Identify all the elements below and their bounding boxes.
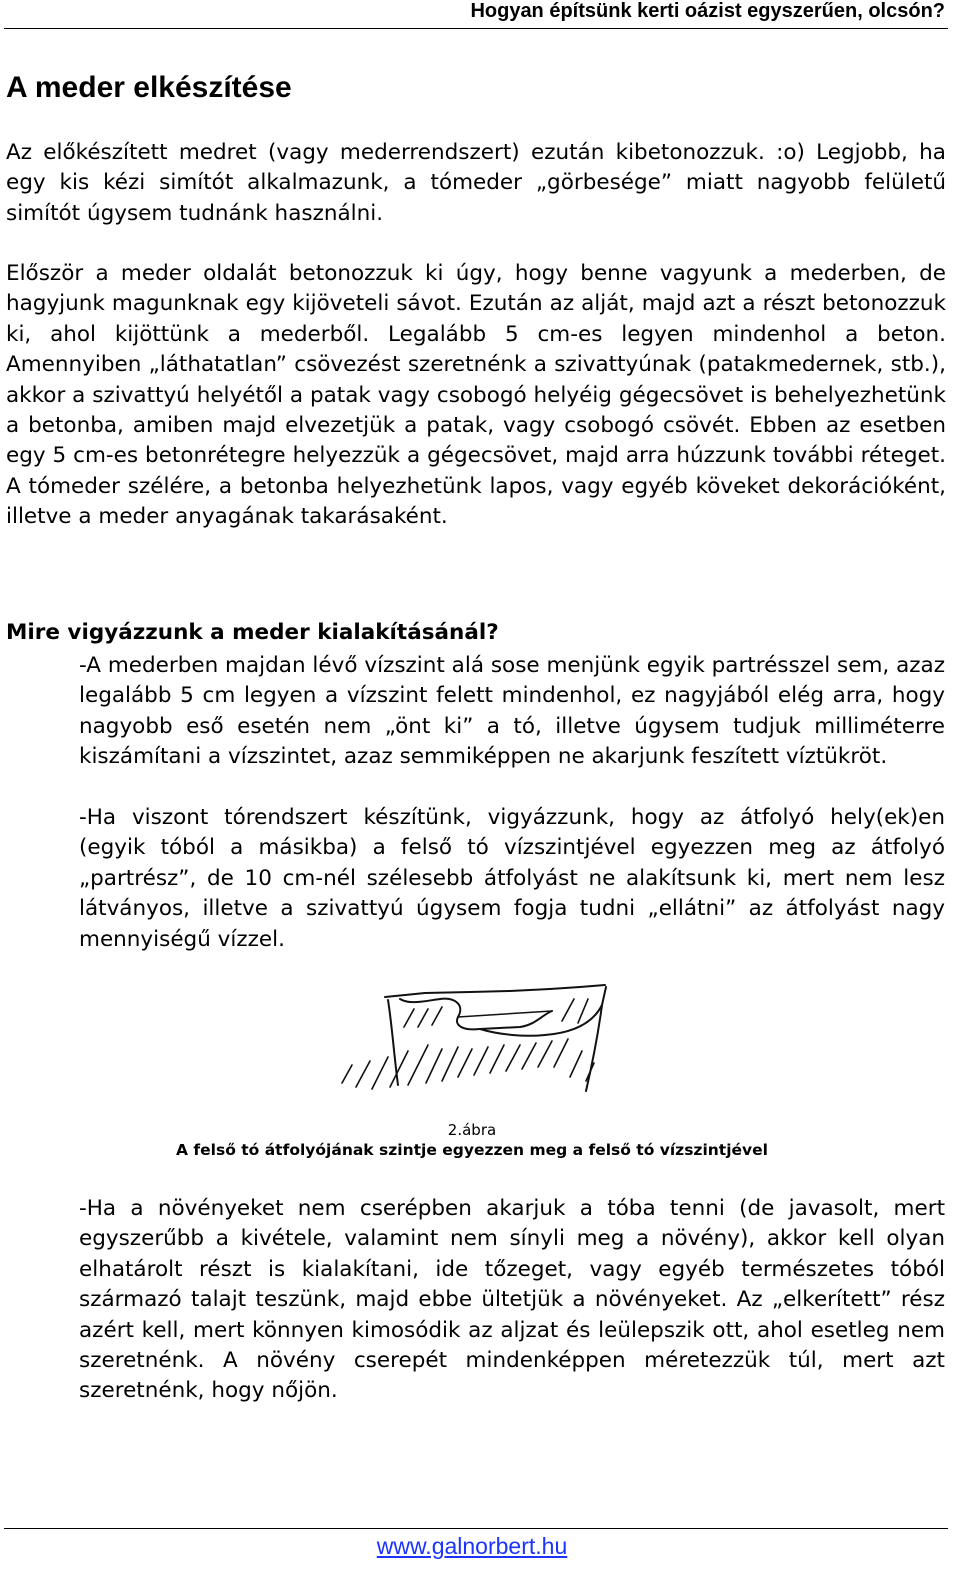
- subsection-title: Mire vigyázzunk a meder kialakításánál?: [6, 620, 499, 645]
- bullet-paragraph: -Ha viszont tórendszert készítünk, vigyázzunk, hogy az átfolyó hely(ek)en (egyik tóból a másikba) a felső tó vízszintjével egyezzen meg az átfolyó „partrész”, de 10 cm-nél szélesebb átfolyást ne alakítsunk ki, mert nem lesz látványos, illetve a szivattyú úgysem fogja tudni „ellátni” az átfolyást nagy mennyiségű vízzel.: [79, 805, 945, 952]
- header-divider: [4, 28, 948, 29]
- figure-caption: A felső tó átfolyójának szintje egyezzen meg a felső tó vízszintjével: [176, 1141, 768, 1159]
- paragraph: Az előkészített medret (vagy mederrendszert) ezután kibetonozzuk. :o) Legjobb, ha egy kis kézi simítót alkalmazunk, a tómeder „görbesége” miatt nagyobb felületű simítót úgysem tudnánk használni.: [6, 140, 946, 226]
- section-title: A meder elkészítése: [6, 71, 292, 104]
- pond-cross-section-sketch: [330, 965, 630, 1100]
- paragraph: Először a meder oldalát betonozzuk ki úgy, hogy benne vagyunk a mederben, de hagyjunk magunknak egy kijöveteli sávot. Ezután az alját, majd azt a részt betonozzuk ki, ahol kijöttünk a mederből. Legalább 5 cm-es legyen mindenhol a beton. Amennyiben „láthatatlan” csövezést szeretnénk a szivattyúnak (patakmedernek, stb.), akkor a szivattyú helyétől a patak vagy csobogó helyéig gégecsövet is behelyezhetünk a betonba, amiben majd elvezetjük a patak, vagy csobogó csövét. Ebben az esetben egy 5 cm-es betonrétegre helyezzük a gégecsövet, majd arra húzzunk további réteget. A tómeder szélére, a betonba helyezhetünk lapos, vagy egyéb köveket dekorációként, illetve a meder anyagának takarásaként.: [6, 261, 946, 530]
- footer-divider: [4, 1528, 948, 1529]
- bullet-paragraph: -A mederben majdan lévő vízszint alá sose menjünk egyik partrésszel sem, azaz legalább 5 cm legyen a vízszint felett mindenhol, ez nagyjából elég arra, hogy nagyobb eső esetén nem „önt ki” a tó, illetve úgysem tudjuk milliméterre kiszámítani a vízszintet, azaz semmiképpen ne akarjunk feszített víztükröt.: [79, 653, 945, 770]
- bullet-paragraph: -Ha a növényeket nem cserépben akarjuk a tóba tenni (de javasolt, mert egyszerűbb a kivétele, valamint nem sínyli meg a növény), akkor kell olyan elhatárolt részt is kialakítani, ide tőzeget, vagy egyéb természetes tóból származó talajt teszünk, majd ebbe ültetjük a növényeket. Az „elkerített” rész azért kell, mert könnyen kimosódik az aljzat és leülepszik ott, ahol esetleg nem szeretnénk. A növény cserepét mindenképpen méretezzük túl, mert azt szeretnénk, hogy nőjön.: [79, 1196, 945, 1404]
- footer-link[interactable]: www.galnorbert.hu: [376, 1533, 568, 1559]
- document-header: Hogyan építsünk kerti oázist egyszerűen, olcsón?: [470, 0, 945, 22]
- figure-number: 2.ábra: [447, 1121, 497, 1139]
